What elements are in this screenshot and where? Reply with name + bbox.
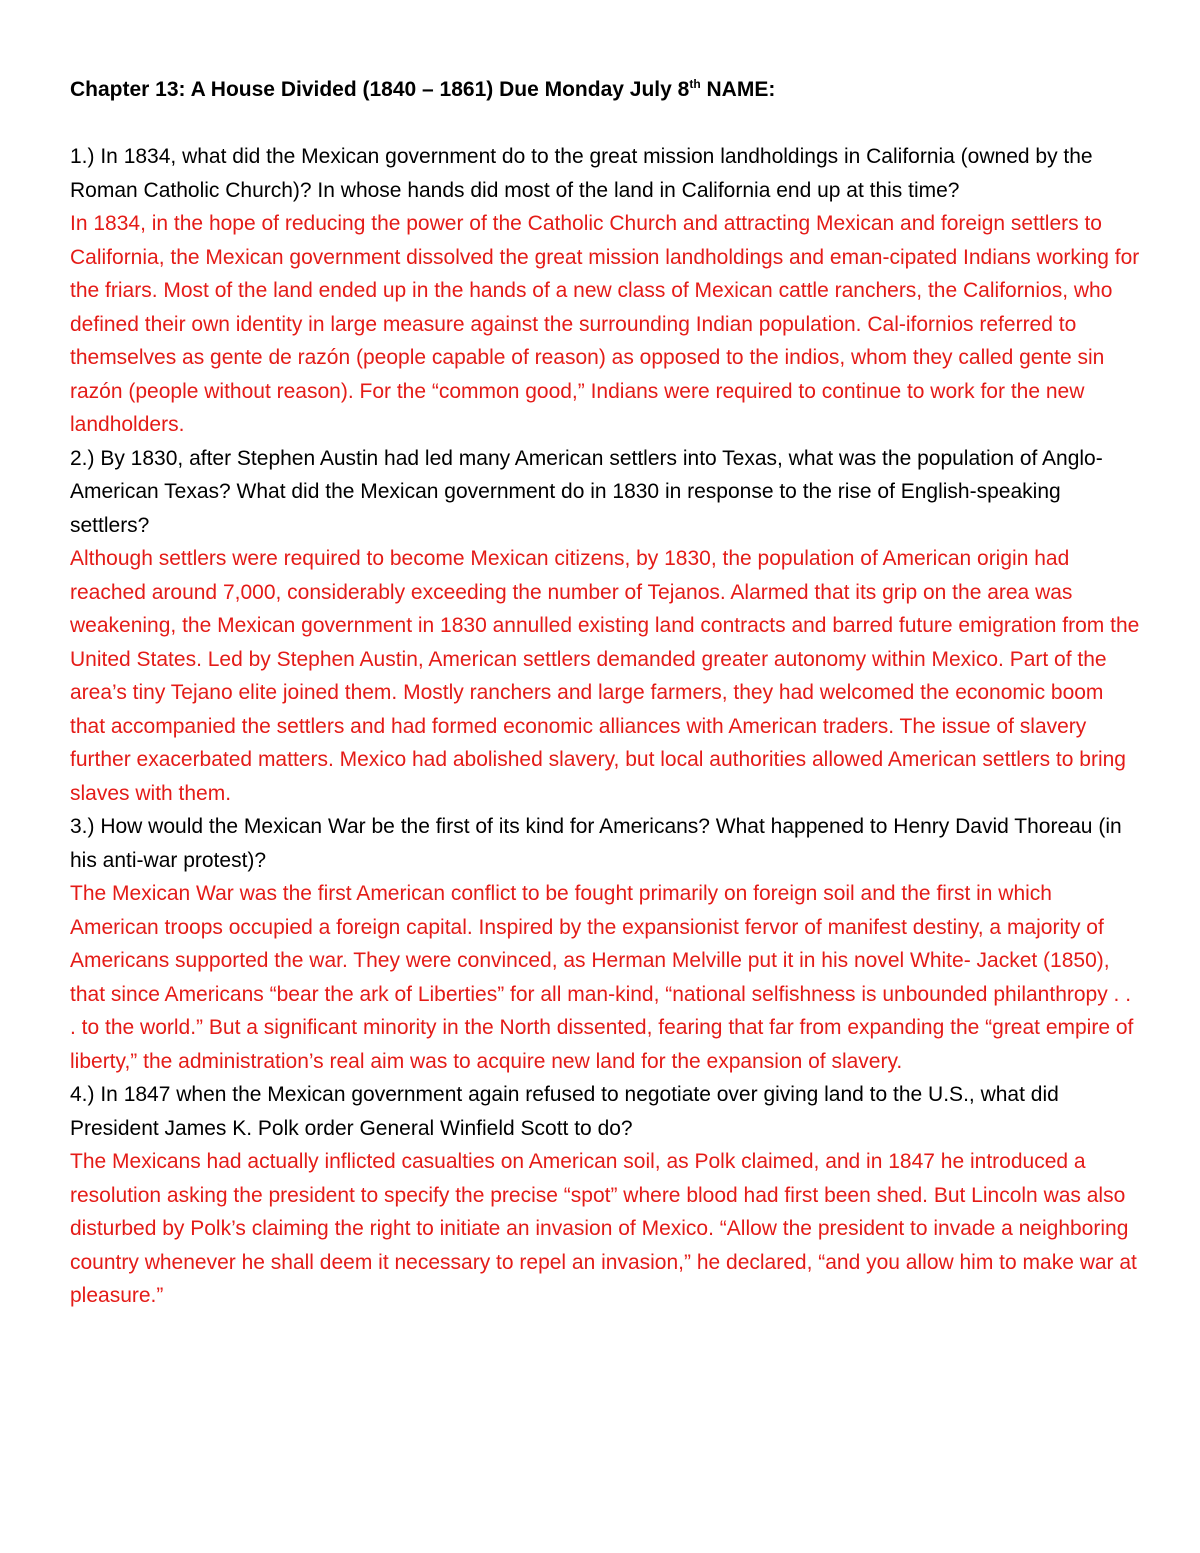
answer-1: In 1834, in the hope of reducing the power of the Catholic Church and attracting Mexican and foreign settlers to California, the Mexican government dissolved the great mission landholdings and eman-cipated Indians working for the friars. Most of the land ended up in the hands of a new class of Mexican cattle ranchers, the Californios, who defined their own identity in large measure against the surrounding Indian population. Cal-ifornios referred to themselves as gente de razón (people capable of reason) as opposed to the indios, whom they called gente sin razón (people without reason). For the “common good,” Indians were required to continue to work for the new landholders. <box>70 212 1140 436</box>
worksheet-page <box>70 73 1140 1313</box>
qa-item-2 <box>70 442 1140 811</box>
qa-item-4 <box>70 1078 1140 1313</box>
answer-3: The Mexican War was the first American conflict to be fought primarily on foreign soil and the first in which American troops occupied a foreign capital. Inspired by the expansionist fervor of manifest destiny, a majority of Americans supported the war. They were convinced, as Herman Melville put it in his novel White- Jacket (1850), that since Americans “bear the ark of Liberties” for all man-kind, “national selfishness is unbounded philanthropy . . . to the world.” But a significant minority in the North dissented, fearing that far from expanding the “great empire of liberty,” the administration’s real aim was to acquire new land for the expansion of slavery. <box>70 882 1134 1073</box>
qa-item-1 <box>70 140 1140 442</box>
question-2: 2.) By 1830, after Stephen Austin had led many American settlers into Texas, what was the population of Anglo-American Texas? What did the Mexican government do in 1830 in response to the rise of English-speaking settlers? <box>70 446 1103 537</box>
question-1: 1.) In 1834, what did the Mexican government do to the great mission landholdings in California (owned by the Roman Catholic Church)? In whose hands did most of the land in California end up at this time? <box>70 145 1093 202</box>
question-3: 3.) How would the Mexican War be the first of its kind for Americans? What happened to Henry David Thoreau (in his anti-war protest)? <box>70 815 1122 872</box>
qa-item-3 <box>70 810 1140 1078</box>
answer-2: Although settlers were required to become Mexican citizens, by 1830, the population of American origin had reached around 7,000, considerably exceeding the number of Tejanos. Alarmed that its grip on the area was weakening, the Mexican government in 1830 annulled existing land contracts and barred future emigration from the United States. Led by Stephen Austin, American settlers demanded greater autonomy within Mexico. Part of the area’s tiny Tejano elite joined them. Mostly ranchers and large farmers, they had welcomed the economic boom that accompanied the settlers and had formed economic alliances with American traders. The issue of slavery further exacerbated matters. Mexico had abolished slavery, but local authorities allowed American settlers to bring slaves with them. <box>70 547 1140 805</box>
answer-4: The Mexicans had actually inflicted casualties on American soil, as Polk claimed, and in 1847 he introduced a resolution asking the president to specify the precise “spot” where blood had first been shed. But Lincoln was also disturbed by Polk’s claiming the right to initiate an invasion of Mexico. “Allow the president to invade a neighboring country whenever he shall deem it necessary to repel an invasion,” he declared, “and you allow him to make war at pleasure.” <box>70 1150 1137 1307</box>
title-name-label: NAME: <box>700 78 776 101</box>
title-text: Chapter 13: A House Divided (1840 – 1861) Due Monday July 8 <box>70 78 690 101</box>
worksheet-title <box>70 73 1140 107</box>
question-4: 4.) In 1847 when the Mexican government again refused to negotiate over giving land to the U.S., what did President James K. Polk order General Winfield Scott to do? <box>70 1083 1059 1140</box>
title-superscript: th <box>689 77 701 91</box>
